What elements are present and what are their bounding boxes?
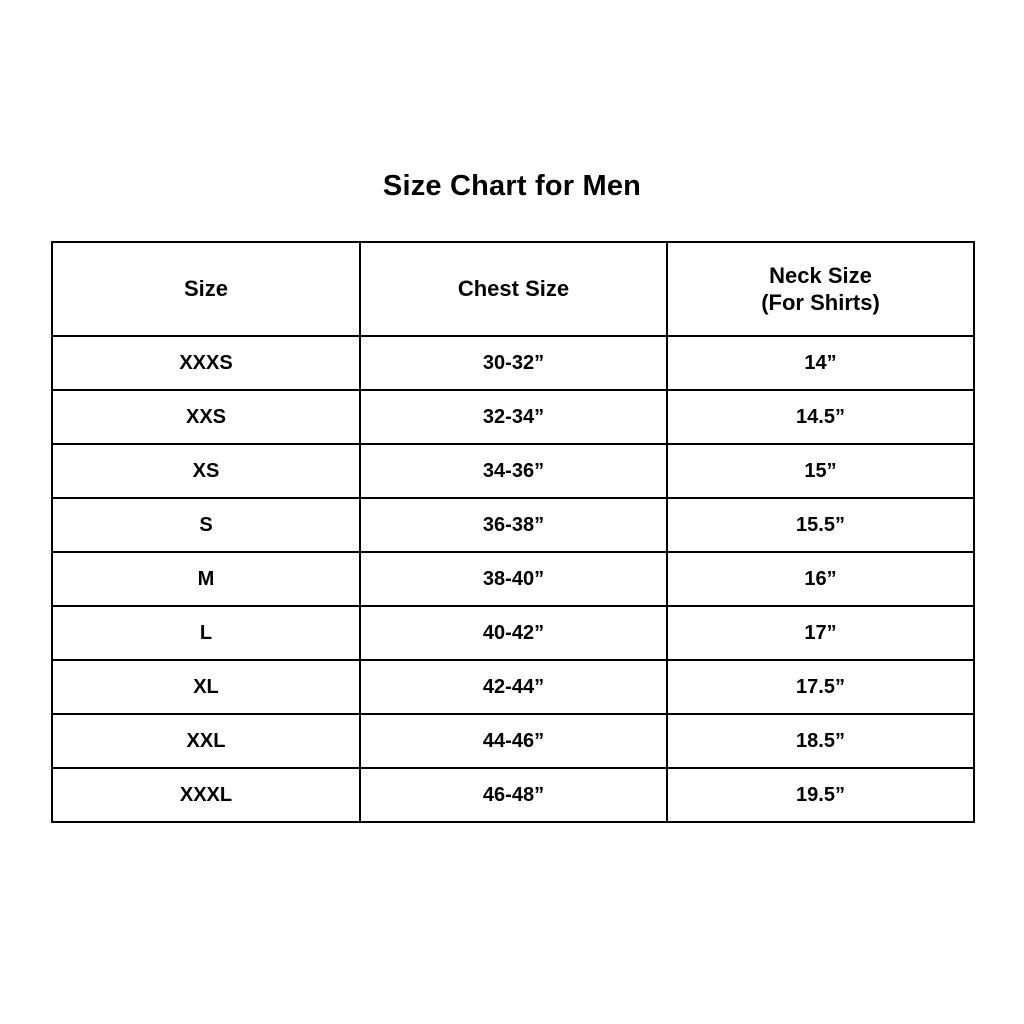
- cell-neck: 17.5”: [667, 660, 974, 714]
- table-header: [52, 242, 974, 336]
- cell-neck: 16”: [667, 552, 974, 606]
- cell-neck: 19.5”: [667, 768, 974, 822]
- table-row: [52, 606, 974, 660]
- column-header-neck-sublabel: (For Shirts): [761, 290, 880, 315]
- cell-neck: 15.5”: [667, 498, 974, 552]
- cell-chest: 42-44”: [360, 660, 667, 714]
- cell-chest: 30-32”: [360, 336, 667, 390]
- column-header-chest-label: Chest Size: [457, 276, 570, 302]
- cell-size: S: [52, 498, 360, 552]
- cell-chest: 38-40”: [360, 552, 667, 606]
- cell-neck: 17”: [667, 606, 974, 660]
- column-header-neck: [667, 242, 974, 336]
- cell-size: XS: [52, 444, 360, 498]
- cell-neck: 14”: [667, 336, 974, 390]
- cell-neck: 18.5”: [667, 714, 974, 768]
- cell-chest: 32-34”: [360, 390, 667, 444]
- column-header-neck-label: Neck Size: [769, 262, 872, 288]
- page-title: Size Chart for Men: [382, 170, 642, 202]
- cell-chest: 46-48”: [360, 768, 667, 822]
- cell-neck: 15”: [667, 444, 974, 498]
- table-body: [52, 336, 974, 822]
- column-header-size-label: Size: [183, 276, 229, 302]
- cell-neck: 14.5”: [667, 390, 974, 444]
- table-row: [52, 552, 974, 606]
- cell-size: XXXS: [52, 336, 360, 390]
- table-row: [52, 498, 974, 552]
- cell-size: XXS: [52, 390, 360, 444]
- cell-size: L: [52, 606, 360, 660]
- cell-size: XXXL: [52, 768, 360, 822]
- cell-size: XL: [52, 660, 360, 714]
- size-chart-table: [51, 241, 975, 823]
- table-header-row: [52, 242, 974, 336]
- column-header-chest: [360, 242, 667, 336]
- table-row: [52, 444, 974, 498]
- cell-chest: 36-38”: [360, 498, 667, 552]
- table-row: [52, 768, 974, 822]
- column-header-size: [52, 242, 360, 336]
- cell-chest: 34-36”: [360, 444, 667, 498]
- cell-size: M: [52, 552, 360, 606]
- table-row: [52, 660, 974, 714]
- table-row: [52, 336, 974, 390]
- table-row: [52, 390, 974, 444]
- cell-size: XXL: [52, 714, 360, 768]
- cell-chest: 44-46”: [360, 714, 667, 768]
- cell-chest: 40-42”: [360, 606, 667, 660]
- table-row: [52, 714, 974, 768]
